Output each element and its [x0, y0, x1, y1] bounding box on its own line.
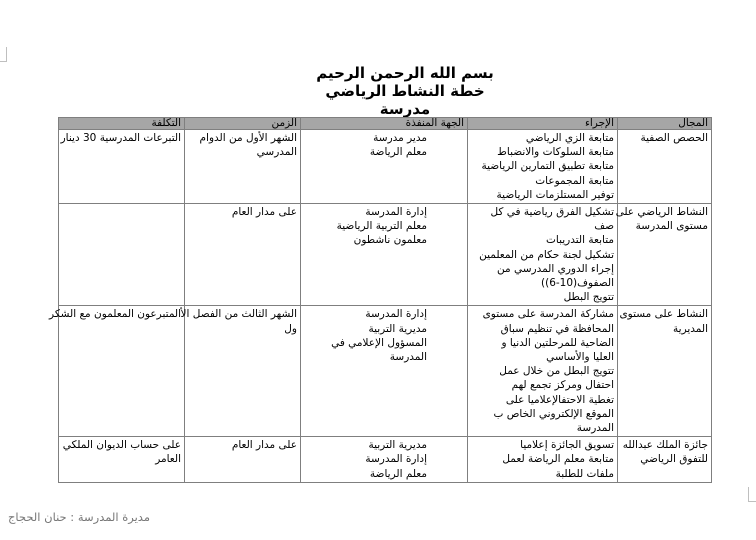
cell-line: مديرية التربية	[368, 439, 427, 452]
cell-field	[618, 130, 712, 204]
cell-line: المتبرعون المعلمون مع الشكر	[49, 308, 181, 321]
page-corner-mark	[0, 47, 7, 62]
cell-party	[301, 130, 468, 204]
cell-line: تتويج البطل	[563, 291, 614, 304]
cell-line: معلم الرياضة	[369, 146, 427, 159]
cell-line: ملفات للطلبة	[555, 467, 614, 480]
cell-line: متابعة المجموعات	[535, 174, 614, 187]
cell-line: النشاط على مستوى	[619, 308, 708, 321]
cell-cost	[49, 306, 185, 437]
cell-cost	[59, 204, 185, 306]
cell-line: إدارة المدرسة	[365, 308, 427, 321]
cell-line: على مدار العام	[231, 206, 297, 219]
cell-line: متابعة معلم الرياضة لعمل	[502, 453, 614, 466]
cell-line: معلم التربية الرياضية	[336, 220, 427, 233]
cell-action	[468, 437, 618, 483]
cell-field	[618, 306, 712, 437]
cell-line: المسؤول الإعلامي في	[331, 336, 427, 349]
cell-line: الشهر الثالث من الفصل الأ	[180, 308, 297, 321]
cell-time	[185, 204, 301, 306]
cell-line: مدير مدرسة	[373, 132, 427, 144]
cell-line: جائزة الملك عبدالله	[622, 439, 708, 452]
cell-cost	[59, 130, 185, 204]
cell-time	[185, 437, 301, 483]
cell-line: معلمون ناشطون	[353, 234, 427, 247]
cell-line: تشكيل الفرق رياضية في كل	[490, 206, 614, 219]
cell-line: التبرعات المدرسية 30 دينار	[60, 132, 181, 144]
cell-line: المحافظة في تنظيم سباق	[500, 322, 614, 335]
column-header-action: الإجراء	[468, 118, 618, 130]
cell-line: العامر	[155, 453, 181, 466]
cell-line: الشهر الأول من الدوام	[199, 132, 297, 144]
column-header-cost: التكلفة	[59, 118, 185, 130]
cell-line: المدرسي	[256, 146, 297, 159]
cell-field	[618, 437, 712, 483]
plan-title: خطة النشاط الرياضي	[325, 82, 485, 100]
cell-action	[468, 204, 618, 306]
cell-line: مشاركة المدرسة على مستوى	[482, 308, 614, 321]
cell-time	[185, 130, 301, 204]
cell-party	[301, 306, 468, 437]
cell-line: توفير المستلزمات الرياضية	[496, 188, 614, 201]
cell-cost	[59, 437, 185, 483]
column-header-time: الزمن	[185, 118, 301, 130]
cell-time	[180, 306, 301, 437]
cell-action	[468, 130, 618, 204]
cell-line: المدرسة	[576, 422, 614, 435]
school-name: مدرسة	[379, 100, 431, 118]
cell-line: الحصص الصفية	[640, 132, 708, 144]
basmala: بسم الله الرحمن الرحيم	[316, 64, 494, 82]
column-header-party: الجهة المنفذة	[301, 118, 468, 130]
cell-line: صف	[594, 220, 614, 233]
cell-line: مستوى المدرسة	[635, 220, 708, 233]
column-header-field: المجال	[618, 118, 712, 130]
cell-line: إدارة المدرسة	[365, 206, 427, 219]
cell-line: متابعة الزي الرياضي	[525, 132, 614, 144]
cell-line: مديرية التربية	[368, 322, 427, 335]
table-row	[59, 306, 712, 437]
table-row	[59, 130, 712, 204]
cell-line: النشاط الرياضي على	[615, 206, 708, 219]
cell-field	[615, 204, 712, 306]
cell-line: ول	[284, 322, 297, 335]
cell-line: المدرسة	[389, 351, 427, 364]
cell-line: تتويج البطل من خلال عمل	[499, 365, 614, 378]
cell-line: احتفال ومركز تجمع لهم	[511, 379, 614, 392]
cell-line: الموقع الإلكتروني الخاص ب	[493, 407, 614, 420]
cell-line: إدارة المدرسة	[365, 453, 427, 466]
principal-signature: مديرة المدرسة : حنان الحجاج	[8, 510, 151, 524]
cell-line: على مدار العام	[231, 439, 297, 452]
cell-line: تشكيل لجنة حكام من المعلمين	[479, 248, 614, 261]
table-row	[59, 437, 712, 483]
document-header	[0, 64, 756, 118]
page-corner-mark	[748, 487, 756, 502]
cell-line: على حساب الديوان الملكي	[62, 439, 181, 452]
cell-line: متابعة تطبيق التمارين الرياضية	[481, 160, 614, 173]
cell-party	[301, 204, 468, 306]
cell-party	[301, 437, 468, 483]
cell-line: معلم الرياضة	[369, 467, 427, 480]
table-row	[59, 204, 712, 306]
cell-line: الصفوف(10-6))	[540, 277, 614, 290]
cell-action	[468, 306, 618, 437]
cell-line: تسويق الجائزة إعلاميا	[520, 439, 614, 452]
cell-line: المديرية	[673, 322, 708, 335]
cell-line: تغطية الاحتفالإعلاميا على	[505, 393, 614, 406]
cell-line: إجراء الدوري المدرسي من	[497, 262, 614, 275]
cell-line: الضاحية للمرحلتين الدنيا و	[501, 336, 614, 349]
cell-line: متابعة التدريبات	[546, 234, 614, 247]
cell-line: للتفوق الرياضي	[640, 453, 708, 466]
table-header-row	[59, 118, 712, 130]
cell-line: العليا والأساسي	[546, 351, 614, 364]
activity-plan-table	[49, 117, 712, 483]
cell-line: متابعة السلوكات والانضباط	[497, 146, 614, 159]
